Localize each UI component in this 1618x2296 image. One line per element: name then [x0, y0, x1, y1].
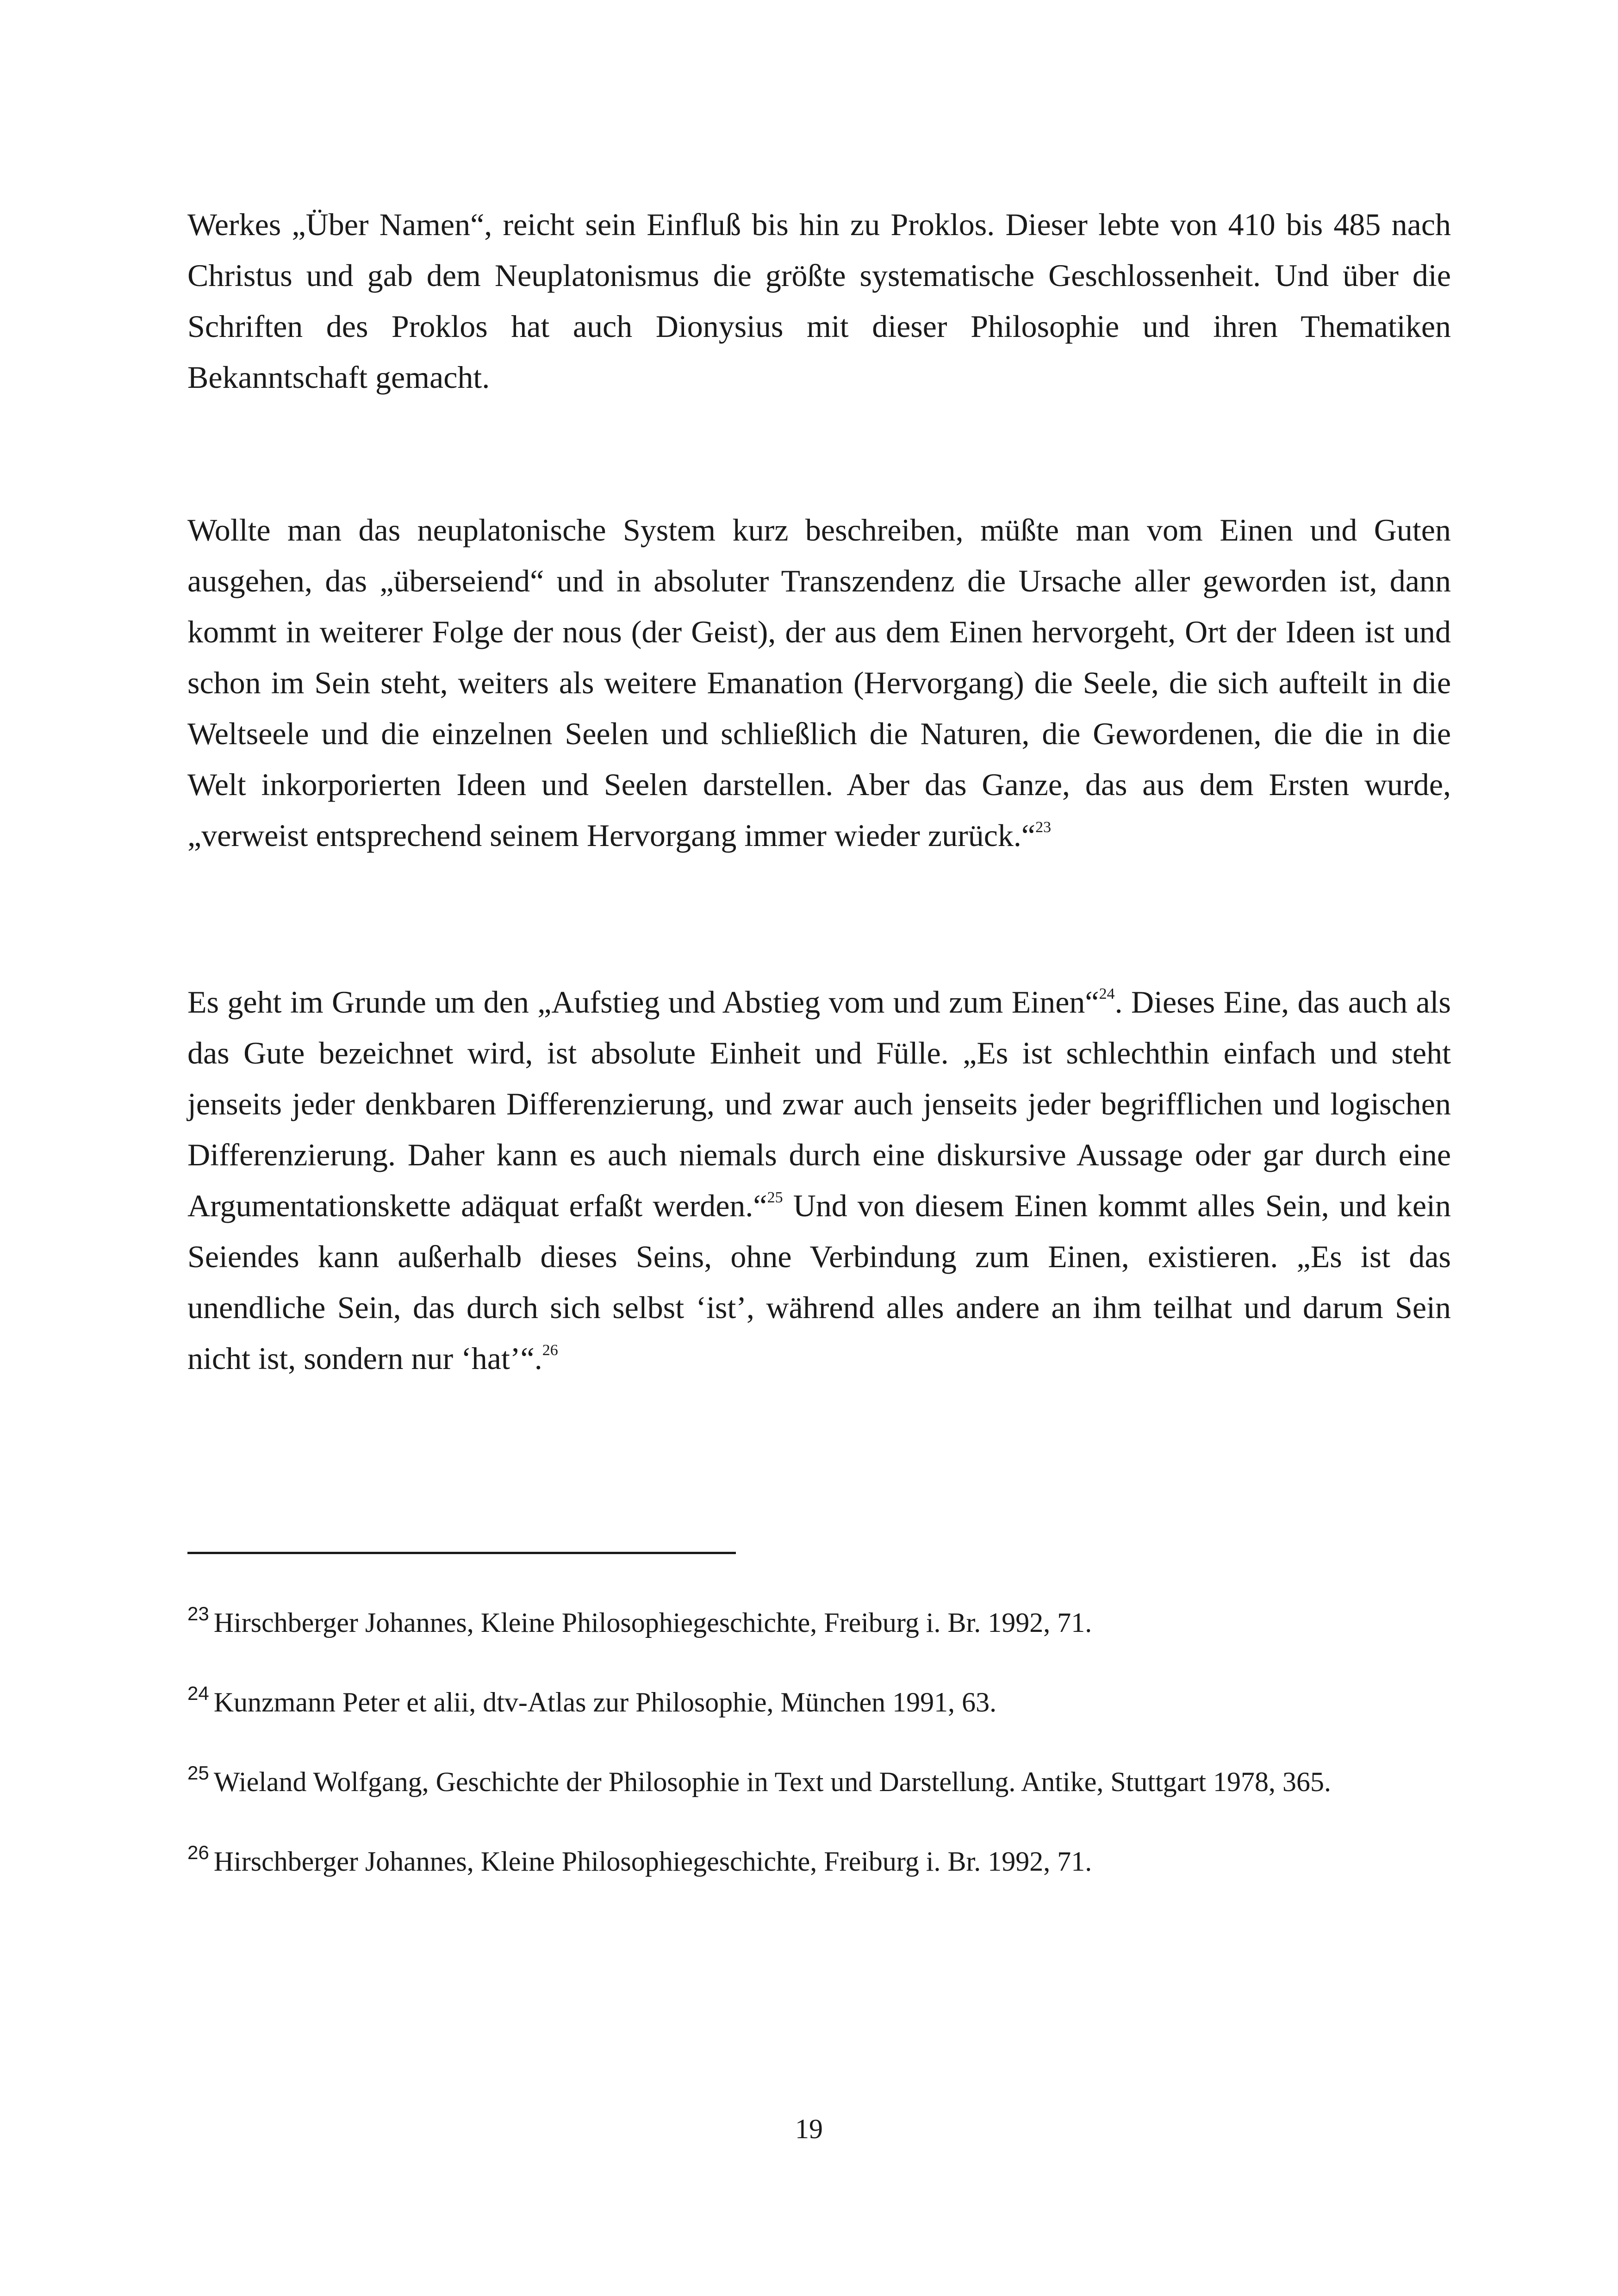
paragraph — [187, 977, 1451, 1384]
paragraph-text: . Dieses Eine, das auch als das Gute bezeichnet wird, ist absolute Einheit und Fülle. „Es ist schlechthin einfach und steht jenseits jeder denkbaren Differenzierung, und zwar auch jenseits jeder begrifflichen und logischen Differenzierung. Daher kann es auch niemals durch eine diskursive Aussage oder gar durch eine Argumentationskette adäquat erfaßt werden.“ — [187, 984, 1451, 1223]
paragraph-text: Wollte man das neuplatonische System kurz beschreiben, müßte man vom Einen und Guten ausgehen, das „überseiend“ und in absoluter Transzendenz die Ursache aller geworden ist, dann kommt in weiterer Folge der nous (der Geist), der aus dem Einen hervorgeht, Ort der Ideen ist und schon im Sein steht, weiters als weitere Emanation (Hervorgang) die Seele, die sich aufteilt in die Weltseele und die einzelnen Seelen und schließlich die Naturen, die Gewordenen, die die in die Welt inkorporierten Ideen und Seelen darstellen. Aber das Ganze, das aus dem Ersten wurde, „verweist entsprechend seinem Hervorgang immer wieder zurück.“ — [187, 512, 1451, 853]
footnote — [187, 1679, 1451, 1726]
footnote-text: Kunzmann Peter et alii, dtv-Atlas zur Philosophie, München 1991, 63. — [213, 1687, 997, 1717]
paragraph — [187, 504, 1451, 861]
footnote — [187, 1838, 1451, 1885]
footnote-reference[interactable]: 23 — [1035, 819, 1052, 836]
footnote-text: Hirschberger Johannes, Kleine Philosophiegeschichte, Freiburg i. Br. 1992, 71. — [213, 1846, 1092, 1877]
page-number: 19 — [795, 2114, 823, 2144]
footnote-text: Wieland Wolfgang, Geschichte der Philosophie in Text und Darstellung. Antike, Stuttgart 1978, 365. — [213, 1767, 1332, 1797]
footnote-reference[interactable]: 26 — [542, 1342, 558, 1359]
footnote — [187, 1599, 1451, 1646]
footnote-number: 25 — [187, 1762, 209, 1784]
paragraph — [187, 199, 1451, 403]
footnote — [187, 1758, 1451, 1805]
footnote-number: 23 — [187, 1603, 209, 1624]
paragraph-text: Werkes „Über Namen“, reicht sein Einfluß bis hin zu Proklos. Dieser lebte von 410 bis 485 nach Christus und gab dem Neuplatonismus die größte systematische Geschlossenheit. Und über die Schriften des Proklos hat auch Dionysius mit dieser Philosophie und ihren Thematiken Bekanntschaft gemacht. — [187, 207, 1451, 395]
footnote-separator — [187, 1552, 736, 1554]
footnote-reference[interactable]: 24 — [1099, 985, 1115, 1003]
footnote-text: Hirschberger Johannes, Kleine Philosophiegeschichte, Freiburg i. Br. 1992, 71. — [213, 1607, 1092, 1638]
footnote-reference[interactable]: 25 — [767, 1189, 783, 1207]
paragraph-text: Es geht im Grunde um den „Aufstieg und Abstieg vom und zum Einen“ — [187, 984, 1099, 1020]
footnotes — [187, 1599, 1451, 1917]
footnote-number: 24 — [187, 1682, 209, 1704]
footnote-number: 26 — [187, 1842, 209, 1863]
paragraph-text: Und von diesem Einen kommt alles Sein, und kein Seiendes kann außerhalb dieses Seins, ohne Verbindung zum Einen, existieren. „Es ist das unendliche Sein, das durch sich selbst ‘ist’, während alles andere an ihm teilhat und darum Sein nicht ist, sondern nur ‘hat’“. — [187, 1188, 1451, 1376]
